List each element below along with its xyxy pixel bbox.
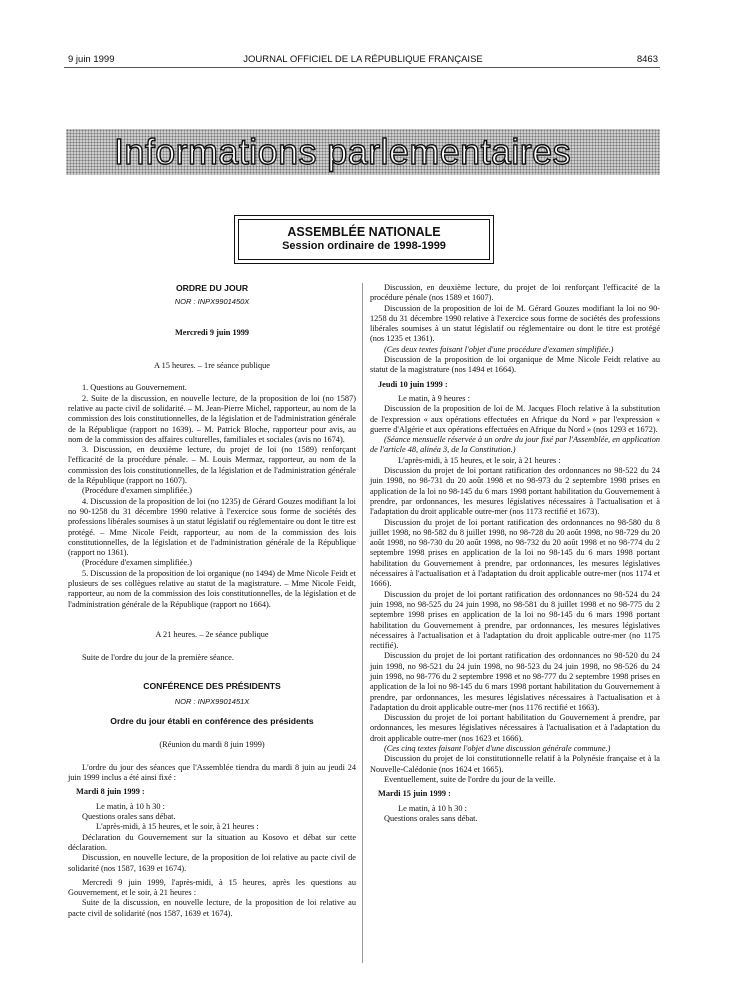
- header-rule: [64, 67, 660, 68]
- agenda-entry: Suite de la discussion, en nouvelle lecture, de la proposition de loi relative au pacte civil de solidarité (nos 1587, 1639 et 1674).: [68, 898, 356, 918]
- time-slot: Le matin, à 9 heures :: [398, 393, 470, 403]
- day-heading: Mardi 15 juin 1999 :: [378, 789, 451, 799]
- agenda-item: 4. Discussion de la proposition de loi (no 1235) de Gérard Gouzes modifiant la loi no 90-1258 du 31 décembre 1990 relative à l'exercice sous forme de sociétés des professions libérales soumises à un statut législatif ou réglementaire ou dont le titre est protégé. – Mme Nicole Feidt, rapporteur, au nom de la commission des lois constitutionnelles, de la législation et de l'administration générale de la République (rapport no 1361).: [68, 496, 356, 558]
- section-title-ordre-du-jour: ORDRE DU JOUR: [175, 283, 249, 293]
- section-subtitle: Ordre du jour établi en conférence des présidents: [110, 715, 314, 726]
- agenda-entry: Discussion du projet de loi portant ratification des ordonnances no 98-522 du 24 juin 1998, no 98-731 du 20 août 1998 et no 98-973 du 2 septembre 1998 prises en application de la loi no 98-145 du 6 mars 1998 portant habilitation du Gouvernement à prendre, par ordonnances, les mesures législatives nécessaires à l'actualisation et à l'adaptation du droit applicable outre-mer (nos 1173 rectifié et 1673).: [370, 466, 660, 517]
- day-heading: Mercredi 9 juin 1999, l'après-midi, à 15 heures, après les questions au Gouvernement, et le soir, à 21 heures :: [68, 877, 356, 898]
- seance-heading: A 21 heures. – 2e séance publique: [155, 630, 269, 640]
- agenda-item: 5. Discussion de la proposition de loi organique (no 1494) de Mme Nicole Feidt et plusieurs de ses collègues relative au statut de la magistrature. – Mme Nicole Feidt, rapporteur, au nom de la commission des lois constitutionnelles, de la législation et de l'administration générale de la République (rapport no 1664).: [68, 568, 356, 609]
- session-title: Session ordinaire de 1998-1999: [282, 240, 446, 252]
- time-slot: Le matin, à 10 h 30 :: [96, 801, 165, 811]
- meeting-date: Mercredi 9 juin 1999: [174, 327, 250, 337]
- agenda-entry: Eventuellement, suite de l'ordre du jour de la veille.: [384, 774, 556, 784]
- agenda-entry: Discussion, en deuxième lecture, du projet de loi renforçant l'efficacité de la procédure pénale (nos 1589 et 1607).: [370, 283, 660, 303]
- agenda-note: (Ces deux textes faisant l'objet d'une procédure d'examen simplifiée.): [384, 344, 614, 354]
- right-column: [370, 283, 660, 824]
- agenda-entry: Questions orales sans débat.: [82, 812, 176, 822]
- agenda-note: Suite de l'ordre du jour de la première séance.: [82, 652, 234, 662]
- agenda-entry: Discussion de la proposition de loi organique de Mme Nicole Feidt relative au statut de la magistrature (nos 1494 et 1664).: [370, 355, 660, 375]
- agenda-entry: Discussion, en nouvelle lecture, de la proposition de loi relative au pacte civil de solidarité (nos 1587, 1639 et 1674).: [68, 853, 356, 873]
- agenda-entry: Déclaration du Gouvernement sur la situation au Kosovo et débat sur cette déclaration.: [68, 832, 356, 852]
- assembly-box-inner: [238, 219, 490, 260]
- time-slot: Le matin, à 10 h 30 :: [398, 803, 467, 813]
- section-title-conference: CONFÉRENCE DES PRÉSIDENTS: [143, 681, 281, 692]
- agenda-entry: Discussion du projet de loi constitutionnelle relatif à la Polynésie française et à la Nouvelle-Calédonie (nos 1624 et 1665).: [370, 754, 660, 774]
- day-heading: Jeudi 10 juin 1999 :: [378, 379, 448, 389]
- seance-heading: A 15 heures. – 1re séance publique: [154, 360, 270, 370]
- intro-paragraph: L'ordre du jour des séances que l'Assemblée tiendra du mardi 8 juin au jeudi 24 juin 1999 inclus a été ainsi fixé :: [68, 762, 356, 783]
- column-divider: [362, 283, 363, 963]
- page-header: [68, 54, 658, 68]
- assembly-name: ASSEMBLÉE NATIONALE: [287, 225, 441, 239]
- time-slot: L'après-midi, à 15 heures, et le soir, à 21 heures :: [96, 822, 259, 832]
- agenda-entry: Questions orales sans débat.: [384, 813, 478, 823]
- agenda-note: (Procédure d'examen simplifiée.): [82, 558, 193, 568]
- nor-reference: NOR : INPX9901451X: [174, 697, 250, 707]
- agenda-item: 3. Discussion, en deuxième lecture, du projet de loi (no 1589) renforçant l'efficacité de la procédure pénale. – M. Louis Mermaz, rapporteur, au nom de la commission des lois constitutionnelles, de la législation et de l'administration générale de la République (rapport no 1607).: [68, 445, 356, 486]
- left-column: [68, 283, 356, 919]
- agenda-note: (Séance mensuelle réservée à un ordre du jour fixé par l'Assemblée, en application de l'article 48, alinéa 3, de la Constitution.): [370, 435, 660, 455]
- agenda-entry: Discussion de la proposition de loi de M. Gérard Gouzes modifiant la loi no 90-1258 du 31 décembre 1990 relative à l'exercice sous forme de sociétés des professions libérales soumises à un statut législatif ou réglementaire ou dont le titre est protégé (nos 1235 et 1361).: [370, 303, 660, 344]
- banner-title: Informations parlementaires: [114, 131, 572, 172]
- agenda-item: 2. Suite de la discussion, en nouvelle lecture, de la proposition de loi (no 1587) relative au pacte civil de solidarité. – M. Jean-Pierre Michel, rapporteur, au nom de la commission des lois constitutionnelles, de la législation et de l'administration générale de la République (rapport no 1639). – M. Patrick Bloche, rapporteur pour avis, au nom de la commission des affaires culturelles, familiales et sociales (avis no 1674).: [68, 393, 356, 444]
- agenda-entry: Discussion de la proposition de loi de M. Jacques Floch relative à la substitution de l'expression « aux opérations effectuées en Afrique du Nord » par l'expression « guerre d'Algérie et aux opérations effectuées en Afrique du Nord » (nos 1293 et 1672).: [370, 404, 660, 434]
- agenda-note: (Procédure d'examen simplifiée.): [82, 486, 193, 496]
- agenda-note: (Ces cinq textes faisant l'objet d'une discussion générale commune.): [384, 744, 611, 754]
- section-banner: [66, 129, 660, 175]
- agenda-entry: Discussion du projet de loi portant habilitation du Gouvernement à prendre, par ordonnances, les mesures législatives nécessaires à l'actualisation et à l'adaptation du droit applicable outre-mer (nos 1623 et 1666).: [370, 713, 660, 743]
- agenda-item: 1. Questions au Gouvernement.: [82, 383, 187, 393]
- header-journal-title: JOURNAL OFFICIEL DE LA RÉPUBLIQUE FRANÇAISE: [243, 54, 483, 65]
- reunion-date: (Réunion du mardi 8 juin 1999): [159, 740, 265, 750]
- agenda-entry: Discussion du projet de loi portant ratification des ordonnances no 98-524 du 24 juin 1998, no 98-525 du 24 juin 1998, no 98-581 du 8 juillet 1998 et no 98-775 du 2 septembre 1998 prises en application de la loi no 98-145 du 6 mars 1998 portant habilitation du Gouvernement à prendre, par ordonnances, les mesures législatives nécessaires à l'actualisation et à l'adaptation du droit applicable outre-mer (no 1175 rectifié).: [370, 589, 660, 651]
- time-slot: L'après-midi, à 15 heures, et le soir, à 21 heures :: [398, 455, 561, 465]
- header-page-number: 8463: [636, 54, 658, 65]
- header-date: 9 juin 1999: [68, 54, 115, 65]
- nor-reference: NOR : INPX9901450X: [174, 297, 250, 307]
- day-heading: Mardi 8 juin 1999 :: [76, 787, 145, 797]
- assembly-box: [234, 215, 494, 264]
- agenda-entry: Discussion du projet de loi portant ratification des ordonnances no 98-520 du 24 juin 1998, no 98-521 du 24 juin 1998, no 98-523 du 24 juin 1998, no 98-526 du 24 juin 1998, no 98-776 du 2 septembre 1998 et no 98-777 du 2 septembre 1998 prises en application de la loi no 98-145 du 6 mars 1998 portant habilitation du Gouvernement à prendre, par ordonnances, les mesures législatives nécessaires à l'actualisation et à l'adaptation du droit applicable outre-mer (nos 1176 rectifié et 1663).: [370, 651, 660, 712]
- agenda-entry: Discussion du projet de loi portant ratification des ordonnances no 98-580 du 8 juillet 1998, no 98-582 du 8 juillet 1998, no 98-728 du 20 août 1998, no 98-729 du 20 août 1998, no 98-730 du 20 août 1998, no 98-732 du 20 août 1998 et no 98-774 du 2 septembre 1998 prises en application de la loi no 98-145 du 6 mars 1998 portant habilitation du Gouvernement à prendre, par ordonnances, les mesures législatives nécessaires à l'actualisation et à l'adaptation du droit applicable outre-mer (nos 1174 et 1666).: [370, 517, 660, 589]
